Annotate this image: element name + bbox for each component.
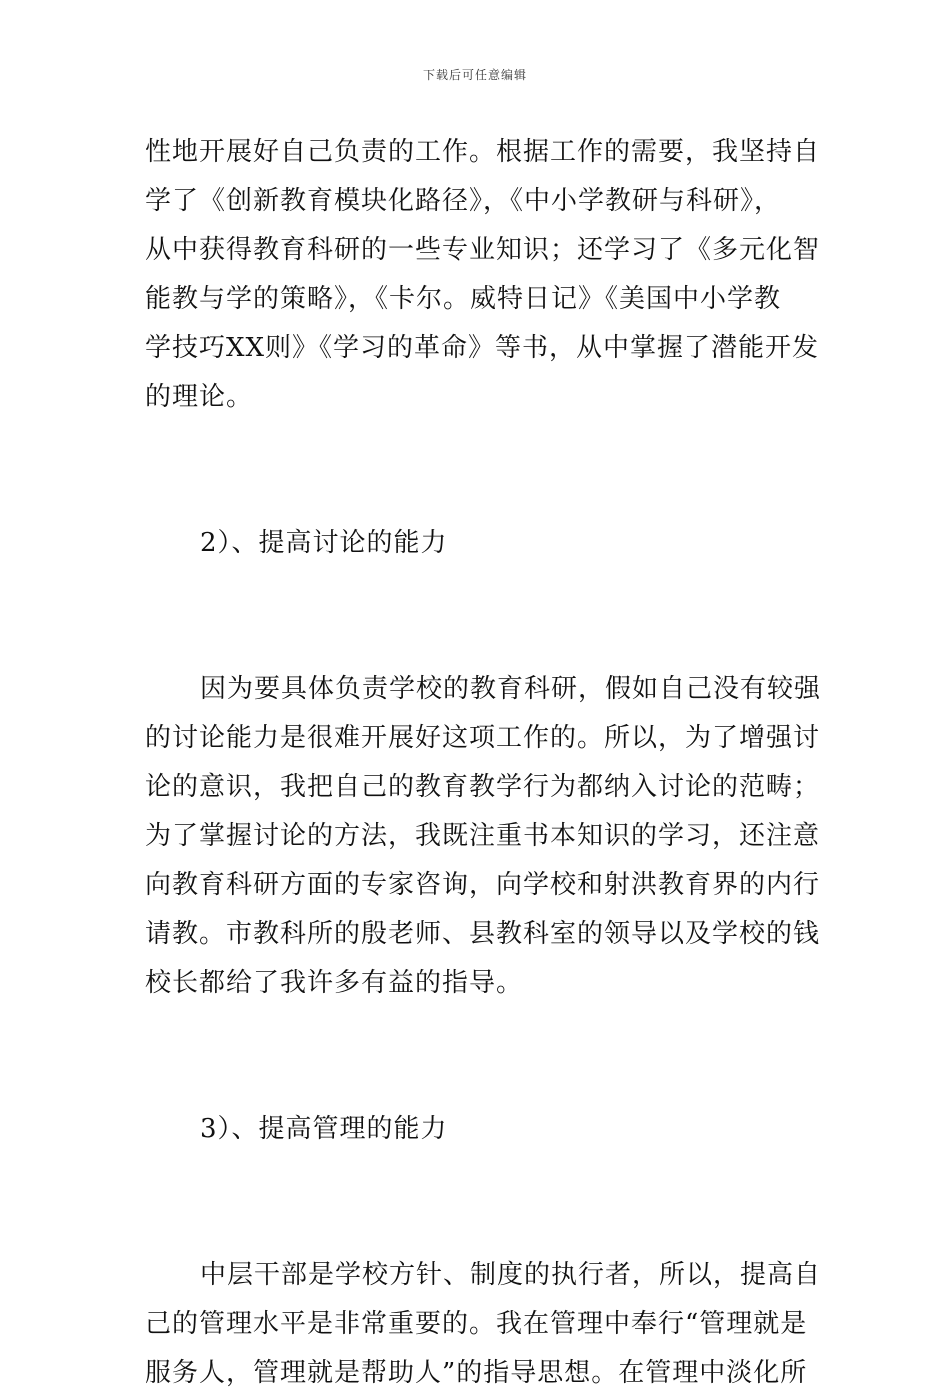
section-heading-discussion [145, 519, 810, 568]
heading-text: 3）、提高管理的能力 [200, 1114, 448, 1144]
document-body [145, 128, 822, 1398]
text-line: 的讨论能力是很难开展好这项工作的。所以，为了增强讨 [145, 723, 821, 753]
text-line: 向教育科研方面的专家咨询，向学校和射洪教育界的内行 [145, 870, 821, 900]
text-line: 服务人，管理就是帮助人”的指导思想。在管理中淡化所 [145, 1358, 808, 1388]
text-line: 学了《创新教育模块化路径》，《中小学教研与科研》， [145, 186, 782, 216]
paragraph-discussion [145, 665, 822, 1008]
text-line: 为了掌握讨论的方法，我既注重书本知识的学习，还注意 [145, 821, 821, 851]
text-line: 学技巧XX则》《学习的革命》等书，从中掌握了潜能开发 [145, 333, 820, 363]
text-line: 请教。市教科所的殷老师、县教科室的领导以及学校的钱 [145, 919, 821, 949]
section-heading-management [145, 1105, 810, 1154]
paragraph-spacer [145, 422, 810, 519]
paragraph-self-study [145, 128, 821, 422]
text-line: 从中获得教育科研的一些专业知识；还学习了《多元化智 [145, 235, 821, 265]
text-line: 能教与学的策略》，《卡尔。威特日记》《美国中小学教 [145, 284, 782, 314]
paragraph-management [145, 1251, 822, 1398]
paragraph-spacer [145, 1154, 810, 1251]
heading-text: 2）、提高讨论的能力 [200, 528, 448, 558]
page-header: 下载后可任意编辑 [422, 68, 527, 82]
text-line: 校长都给了我许多有益的指导。 [145, 968, 524, 998]
text-line: 中层干部是学校方针、制度的执行者，所以，提高自 [200, 1260, 822, 1290]
text-line: 因为要具体负责学校的教育科研，假如自己没有较强 [200, 674, 822, 704]
text-line: 己的管理水平是非常重要的。我在管理中奉行“管理就是 [145, 1309, 808, 1339]
paragraph-spacer [145, 1008, 810, 1105]
paragraph-spacer [145, 568, 810, 665]
text-line: 的理论。 [145, 382, 254, 412]
text-line: 论的意识，我把自己的教育教学行为都纳入讨论的范畴； [145, 772, 821, 802]
text-line: 性地开展好自己负责的工作。根据工作的需要，我坚持自 [145, 137, 821, 167]
